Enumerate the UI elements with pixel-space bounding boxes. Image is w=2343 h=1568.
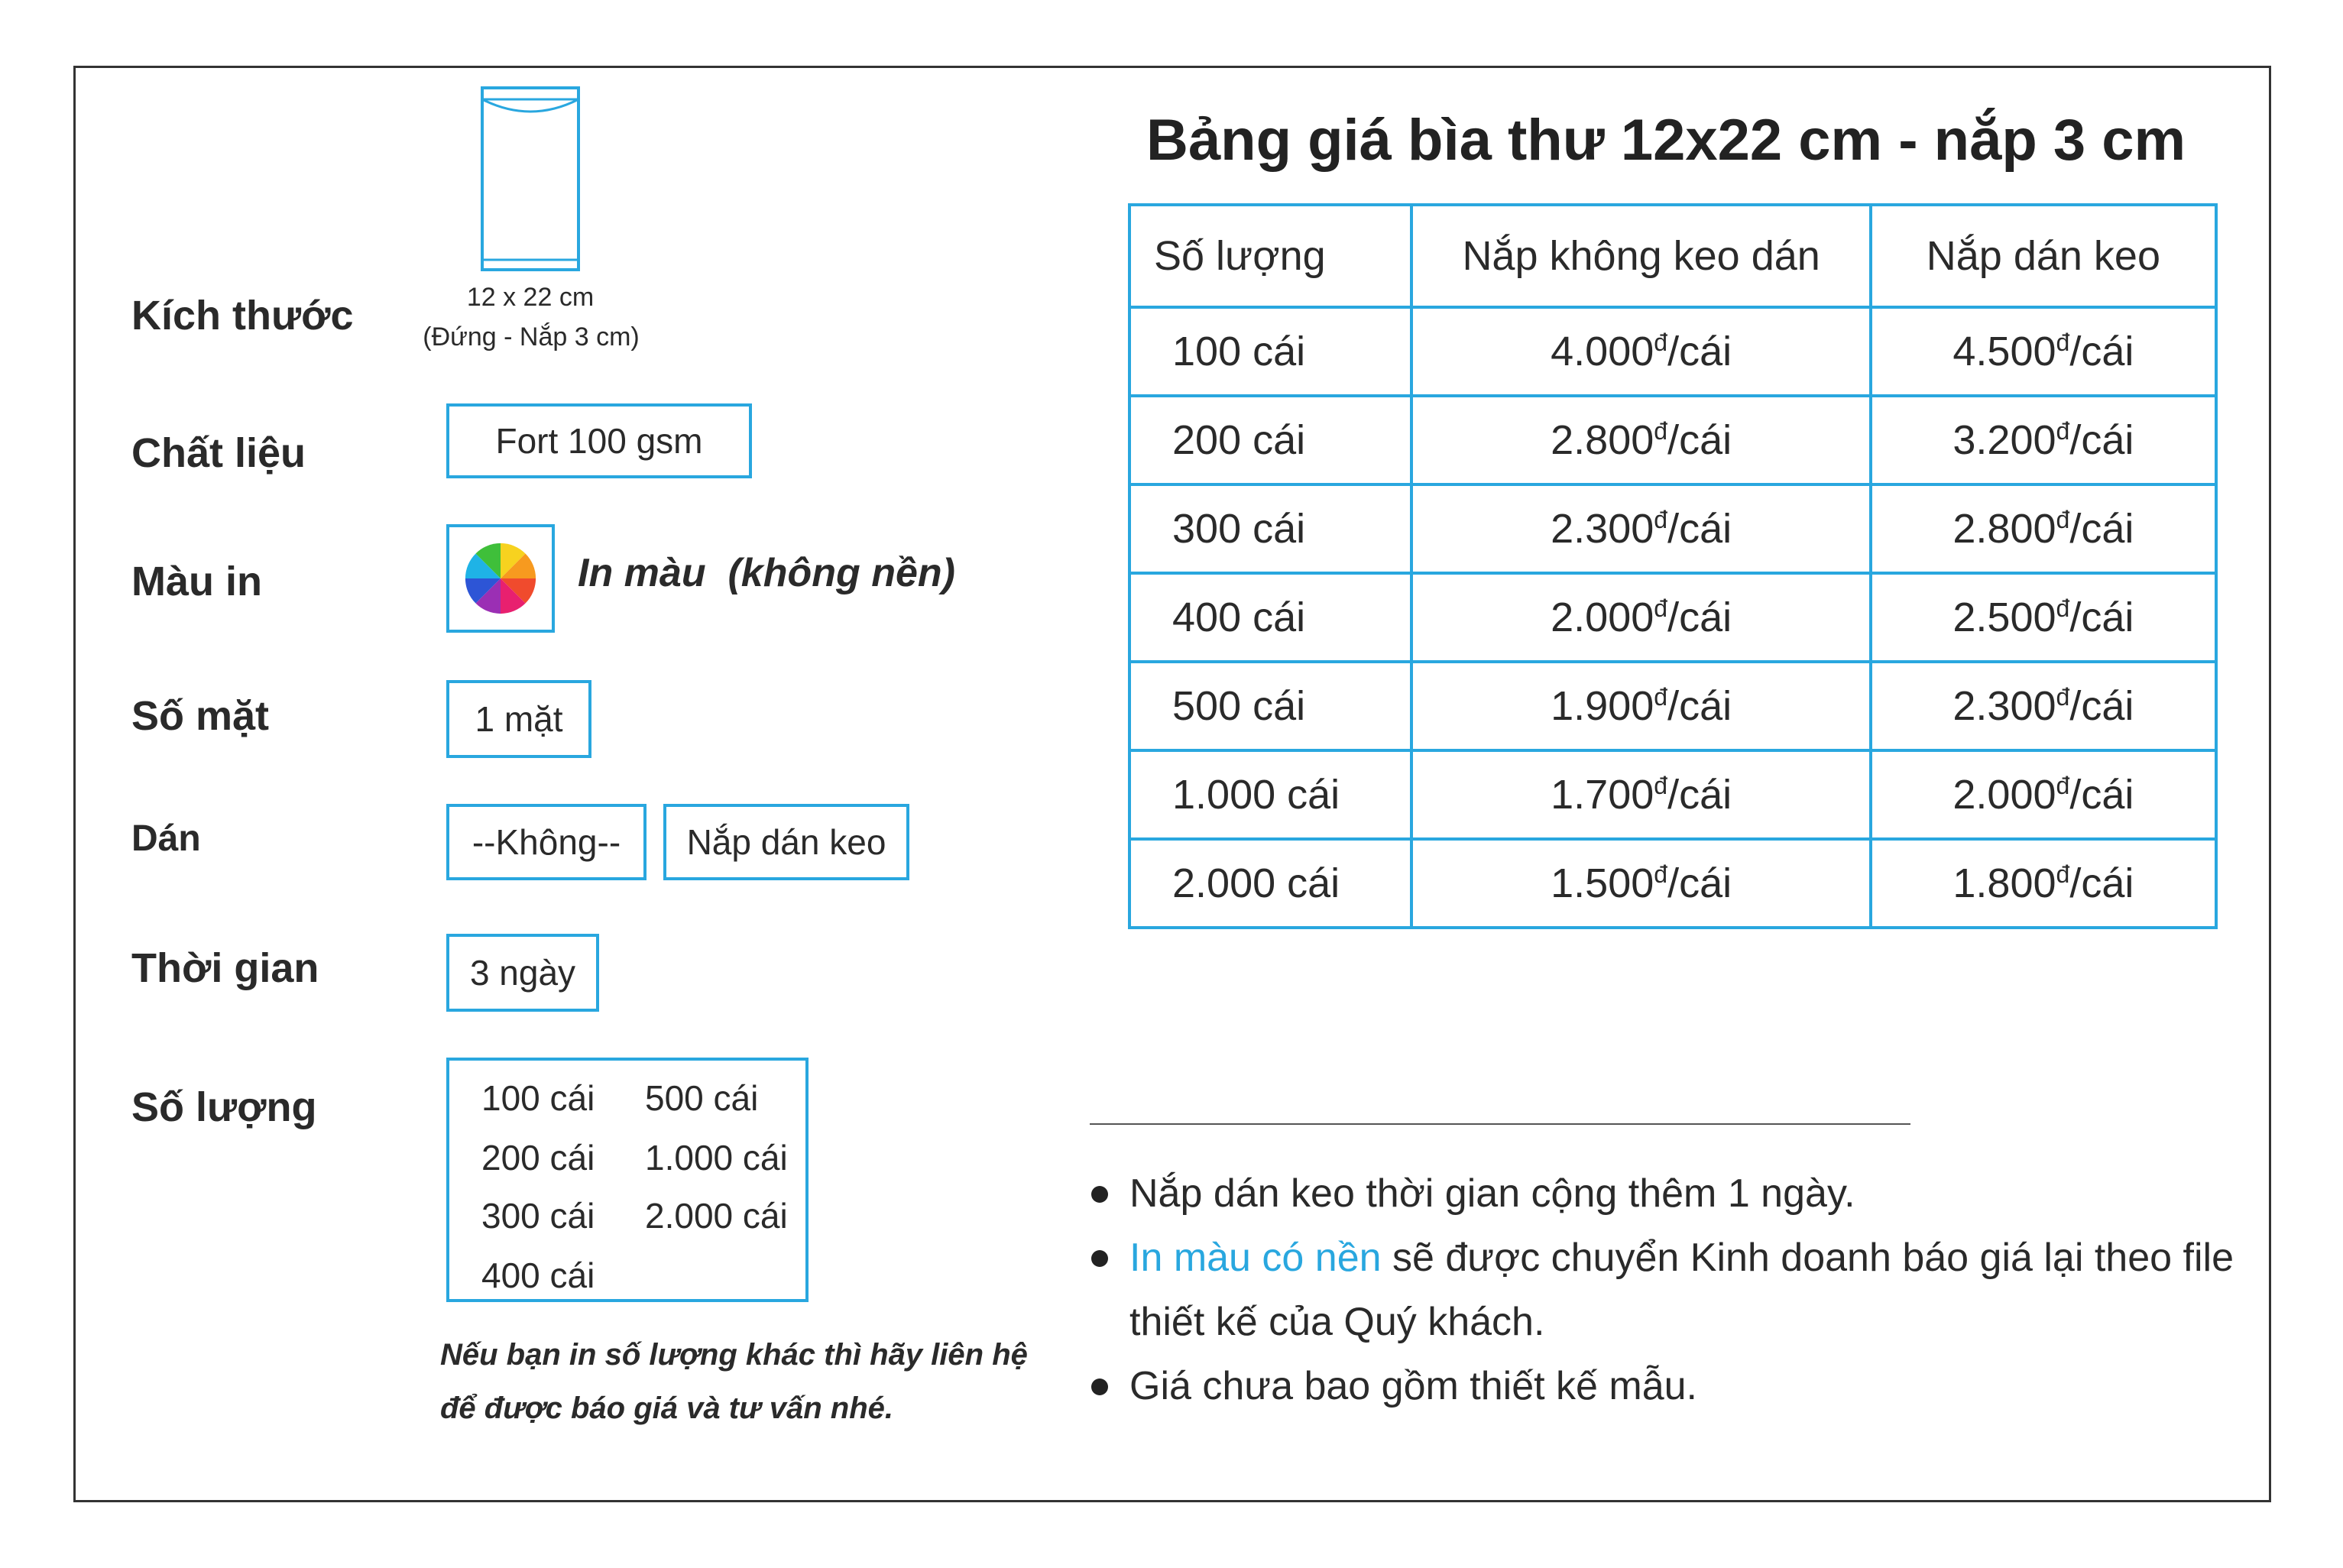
price-value: 1.800	[1952, 860, 2056, 906]
price-no-glue	[1411, 484, 1870, 573]
currency-symbol: đ	[2056, 860, 2070, 888]
row-quantity: 100 cái	[1129, 307, 1411, 396]
currency-symbol: đ	[1654, 772, 1668, 799]
price-value: 1.900	[1551, 683, 1654, 729]
sides-label: Số mặt	[131, 693, 270, 739]
row-quantity: 400 cái	[1129, 573, 1411, 662]
note-item	[1090, 1161, 2236, 1226]
quantity-option[interactable]: 1.000 cái	[645, 1138, 788, 1178]
note-line-1: Nếu bạn in số lượng khác thì hãy liên hệ	[440, 1338, 1028, 1372]
price-value: 2.300	[1952, 683, 2056, 729]
price-unit: /cái	[2069, 860, 2134, 906]
bullet-icon	[1091, 1186, 1108, 1203]
quantity-option[interactable]: 200 cái	[481, 1138, 595, 1178]
row-quantity: 300 cái	[1129, 484, 1411, 573]
currency-symbol: đ	[1654, 506, 1668, 533]
price-glue	[1871, 484, 2216, 573]
sides-option[interactable]: 1 mặt	[446, 680, 591, 758]
currency-symbol: đ	[1654, 683, 1668, 711]
price-glue	[1871, 573, 2216, 662]
price-unit: /cái	[2069, 683, 2134, 729]
currency-symbol: đ	[2056, 506, 2070, 533]
price-value: 2.500	[1952, 594, 2056, 640]
quantity-options	[446, 1058, 809, 1302]
price-glue	[1871, 396, 2216, 484]
price-row	[1129, 484, 2216, 573]
price-unit: /cái	[1667, 506, 1732, 552]
price-row	[1129, 839, 2216, 928]
material-label: Chất liệu	[131, 430, 306, 476]
price-row	[1129, 662, 2216, 750]
currency-symbol: đ	[1654, 417, 1668, 445]
price-glue	[1871, 662, 2216, 750]
price-value: 4.000	[1551, 329, 1654, 374]
row-quantity: 1.000 cái	[1129, 750, 1411, 839]
row-quantity: 200 cái	[1129, 396, 1411, 484]
note-text: sẽ được chuyển Kinh doanh báo giá lại theo file thiết kế của Quý khách.	[1129, 1236, 2234, 1344]
quantity-option[interactable]: 500 cái	[645, 1078, 759, 1118]
bullet-icon	[1091, 1378, 1108, 1395]
price-value: 2.800	[1551, 417, 1654, 463]
envelope-outline-icon	[480, 86, 581, 272]
glue-label: Dán	[131, 818, 201, 859]
size-value: 12 x 22 cm	[466, 283, 595, 312]
price-unit: /cái	[1667, 860, 1732, 906]
quantity-contact-note	[440, 1328, 1036, 1435]
price-no-glue	[1411, 839, 1870, 928]
price-table-header	[1129, 205, 2216, 307]
price-unit: /cái	[1667, 772, 1732, 818]
size-note: (Đứng - Nắp 3 cm)	[423, 322, 640, 352]
price-no-glue	[1411, 307, 1870, 396]
price-table	[1128, 203, 2218, 929]
price-row	[1129, 307, 2216, 396]
price-unit: /cái	[1667, 683, 1732, 729]
currency-symbol: đ	[1654, 329, 1668, 356]
currency-symbol: đ	[2056, 772, 2070, 799]
color-option-box[interactable]	[446, 524, 555, 633]
material-option[interactable]: Fort 100 gsm	[446, 403, 752, 478]
notes-list	[1090, 1161, 2236, 1418]
price-value: 1.500	[1551, 860, 1654, 906]
price-glue	[1871, 307, 2216, 396]
note-line-2: để được báo giá và tư vấn nhé.	[440, 1391, 893, 1425]
note-text: Giá chưa bao gồm thiết kế mẫu.	[1129, 1364, 1697, 1408]
price-value: 2.300	[1551, 506, 1654, 552]
print-color-value: In màu (không nền)	[578, 551, 955, 595]
header-quantity: Số lượng	[1129, 205, 1411, 307]
row-quantity: 500 cái	[1129, 662, 1411, 750]
currency-symbol: đ	[1654, 594, 1668, 622]
price-unit: /cái	[1667, 417, 1732, 463]
row-quantity: 2.000 cái	[1129, 839, 1411, 928]
price-row	[1129, 750, 2216, 839]
price-unit: /cái	[1667, 329, 1732, 374]
header-no-glue: Nắp không keo dán	[1411, 205, 1870, 307]
quantity-option[interactable]: 100 cái	[481, 1078, 595, 1118]
currency-symbol: đ	[2056, 594, 2070, 622]
price-unit: /cái	[2069, 417, 2134, 463]
price-no-glue	[1411, 750, 1870, 839]
currency-symbol: đ	[2056, 683, 2070, 711]
price-unit: /cái	[2069, 772, 2134, 818]
quantity-label: Số lượng	[131, 1084, 317, 1130]
price-value: 3.200	[1952, 417, 2056, 463]
price-value: 2.000	[1551, 594, 1654, 640]
price-row	[1129, 396, 2216, 484]
note-item	[1090, 1354, 2236, 1418]
price-row	[1129, 573, 2216, 662]
size-label: Kích thước	[131, 293, 354, 339]
bullet-icon	[1091, 1250, 1108, 1267]
price-table-title: Bảng giá bìa thư 12x22 cm - nắp 3 cm	[1146, 108, 2186, 173]
note-item	[1090, 1226, 2236, 1354]
time-option[interactable]: 3 ngày	[446, 934, 599, 1012]
quantity-option[interactable]: 400 cái	[481, 1255, 595, 1295]
currency-symbol: đ	[2056, 417, 2070, 445]
time-label: Thời gian	[131, 945, 319, 991]
price-no-glue	[1411, 573, 1870, 662]
price-unit: /cái	[2069, 329, 2134, 374]
price-glue	[1871, 750, 2216, 839]
price-value: 2.800	[1952, 506, 2056, 552]
price-unit: /cái	[1667, 594, 1732, 640]
note-highlight-link[interactable]: In màu có nền	[1129, 1236, 1382, 1280]
print-color-label: Màu in	[131, 559, 262, 604]
color-wheel-icon	[464, 542, 537, 615]
currency-symbol: đ	[2056, 329, 2070, 356]
note-text: Nắp dán keo thời gian cộng thêm 1 ngày.	[1129, 1171, 1855, 1216]
quantity-option[interactable]: 300 cái	[481, 1196, 595, 1236]
price-glue	[1871, 839, 2216, 928]
price-no-glue	[1411, 662, 1870, 750]
glue-option-glued[interactable]: Nắp dán keo	[663, 804, 909, 880]
price-unit: /cái	[2069, 594, 2134, 640]
quantity-option[interactable]: 2.000 cái	[645, 1196, 788, 1236]
glue-option-none[interactable]: --Không--	[446, 804, 647, 880]
currency-symbol: đ	[1654, 860, 1668, 888]
price-no-glue	[1411, 396, 1870, 484]
price-value: 4.500	[1952, 329, 2056, 374]
price-value: 1.700	[1551, 772, 1654, 818]
notes-divider	[1090, 1123, 1910, 1125]
header-glue: Nắp dán keo	[1871, 205, 2216, 307]
price-unit: /cái	[2069, 506, 2134, 552]
price-value: 2.000	[1952, 772, 2056, 818]
